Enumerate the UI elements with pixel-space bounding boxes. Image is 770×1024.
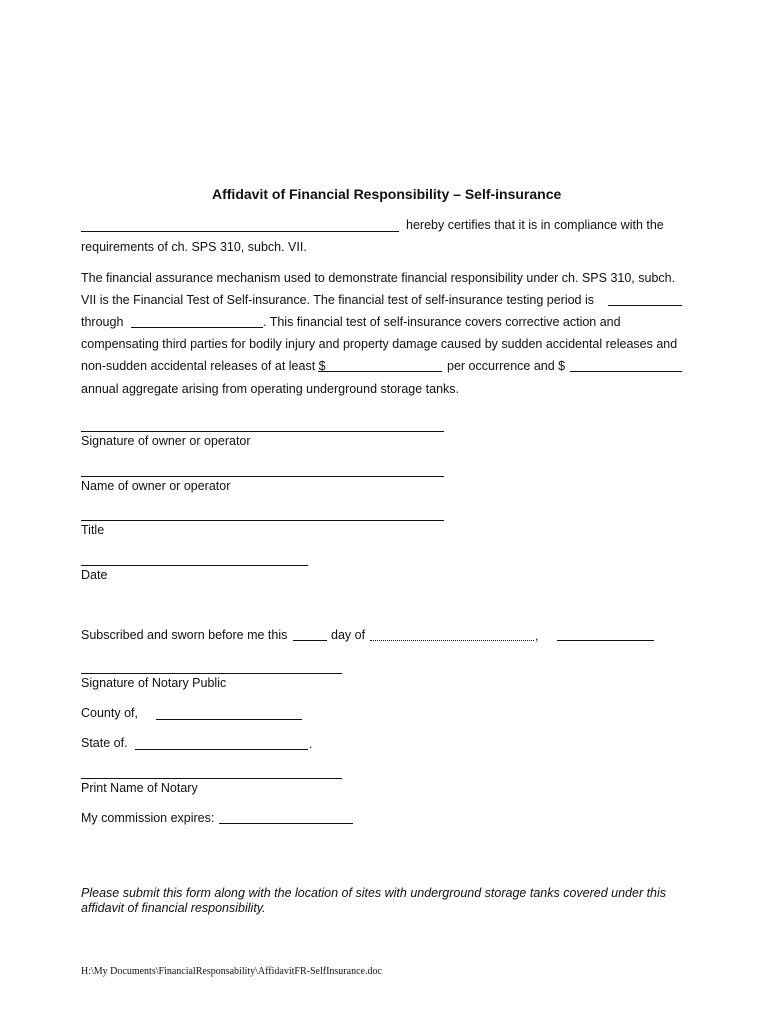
sworn-comma: , (535, 629, 539, 643)
date-field[interactable] (81, 565, 308, 566)
certify-line-2: requirements of ch. SPS 310, subch. VII. (81, 240, 307, 254)
sworn-year-field[interactable] (557, 640, 654, 641)
testing-period-start-field[interactable] (608, 305, 682, 306)
commission-label: My commission expires: (81, 811, 215, 825)
owner-name-field[interactable] (81, 476, 444, 477)
footer-file-path: H:\My Documents\FinancialResponsability\AffidavitFR-SelfInsurance.doc (81, 966, 382, 977)
date-label: Date (81, 568, 108, 582)
mechanism-line-4: compensating third parties for bodily injury and property damage caused by sudden accidental releases and (81, 337, 678, 351)
certifier-name-field[interactable] (81, 231, 399, 232)
owner-name-label: Name of owner or operator (81, 479, 231, 493)
testing-period-end-field[interactable] (131, 327, 263, 328)
mechanism-line-3: . This financial test of self-insurance covers corrective action and (263, 315, 621, 329)
certify-line-1: hereby certifies that it is in compliance with the (406, 218, 664, 232)
sworn-label: Subscribed and sworn before me this (81, 628, 288, 642)
sworn-day-field[interactable] (293, 640, 327, 641)
state-period: . (309, 737, 313, 751)
county-field[interactable] (156, 719, 302, 720)
owner-signature-field[interactable] (81, 431, 444, 432)
mechanism-line-6: annual aggregate arising from operating underground storage tanks. (81, 382, 460, 396)
per-occurrence-amount-field[interactable] (318, 371, 442, 372)
mechanism-line-1: The financial assurance mechanism used to demonstrate financial responsibility under ch. SPS 310, subch. (81, 271, 676, 285)
commission-expires-field[interactable] (219, 823, 353, 824)
owner-signature-label: Signature of owner or operator (81, 434, 251, 448)
county-label: County of, (81, 706, 138, 720)
notary-signature-label: Signature of Notary Public (81, 676, 227, 690)
notary-print-name-label: Print Name of Notary (81, 781, 198, 795)
submission-instruction: Please submit this form along with the location of sites with underground storage tanks covered under this affidavit of financial responsibility. (81, 886, 667, 915)
document-title: Affidavit of Financial Responsibility – Self-insurance (212, 186, 562, 202)
notary-signature-field[interactable] (81, 673, 342, 674)
owner-title-field[interactable] (81, 520, 444, 521)
mechanism-through-label: through (81, 315, 124, 329)
day-of-label: day of (331, 628, 366, 642)
per-occurrence-label: per occurrence and $ (447, 359, 566, 373)
mechanism-line-2: VII is the Financial Test of Self-insurance. The financial test of self-insurance testing period is (81, 293, 594, 307)
owner-title-label: Title (81, 523, 105, 537)
state-field[interactable] (135, 749, 308, 750)
state-label: State of. (81, 736, 128, 750)
notary-print-name-field[interactable] (81, 778, 342, 779)
sworn-month-field[interactable] (370, 640, 534, 641)
mechanism-line-5: non-sudden accidental releases of at least $ (81, 359, 326, 373)
annual-aggregate-amount-field[interactable] (570, 371, 682, 372)
